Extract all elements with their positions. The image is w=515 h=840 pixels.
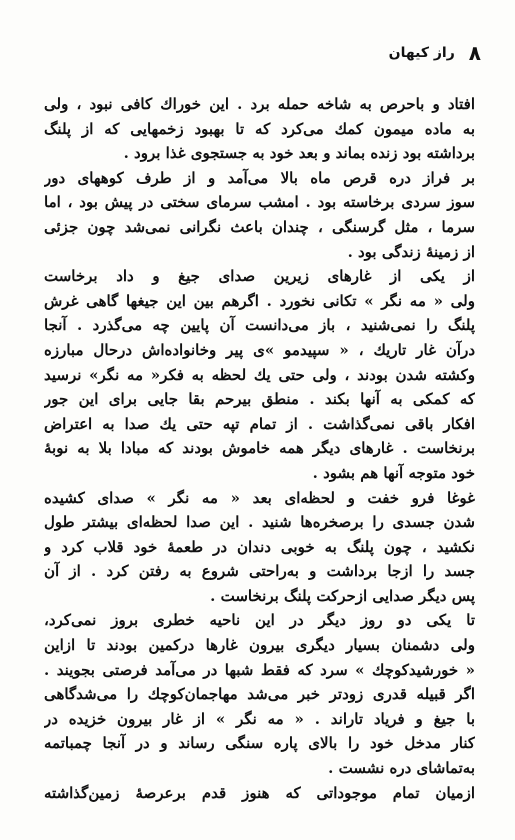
text-line: درآن غار تاریك ، « سپیدمو »ی پیر وخانواده‌اش درحال مبارزه [44, 340, 475, 359]
body-text [44, 92, 475, 805]
text-line: ولی دشمنان بسیار دیگری بیرون غارها درکمین بودند تا ازاین [44, 636, 475, 655]
text-line: پلنگ را نمی‌شنید ، باز می‌دانست آن پایین چه می‌گذرد . آنجا [44, 316, 475, 335]
text-line: خود متوجه آنها هم بشود . [312, 463, 475, 482]
text-line: بر فراز دره قرص ماه بالا می‌آمد و از طرف کوههای دور [44, 168, 475, 187]
text-line: وکشته شدن بودند ، ولی حتی یك لحظه به فکر« مه نگر» نرسید [44, 365, 475, 384]
text-line: به ماده میمون کمك می‌کرد كه تا بهبود زخمهایی كه از پلنگ [44, 119, 475, 138]
text-line: كه كمكی به آنها بکند . منطق بیرحم بقا جایی برای این جور [44, 390, 475, 409]
text-line: غوغا فرو خفت و لحظه‌ای بعد « مه نگر » صدای کشیده [44, 488, 475, 507]
text-line: ازمیان تمام موجوداتی که هنوز قدم برعرصهٔ زمین‌گذاشته [44, 783, 475, 802]
text-line: از یکی از غارهای زیرین صدای جیغ و داد برخاست [44, 267, 475, 286]
text-line: ولی « مه نگر » تکانی نخورد . اگرهم بین این جیغها گاهی غرش [44, 291, 475, 310]
page-number: ٨ [468, 41, 481, 65]
text-line: جسد را ازجا برداشت و به‌راحتی شروع به رفتن کرد . از آن [44, 562, 475, 581]
text-line: افتاد و باحرص به شاخه حمله برد . این خوراك كافی نبود ، ولی [44, 95, 475, 113]
text-line: از زمینهٔ زندگی بود . [347, 242, 475, 261]
text-line: شدن جسدی را برصخره‌ها شنید . این صدا لحظه‌ای بیشتر طول [44, 513, 475, 532]
text-line: کنار مدخل خود را بالای پاره سنگی رساند و در آنجا چمباتمه [44, 734, 475, 753]
text-line: برنخاست . غارهای دیگر همه خاموش بودند که مبادا بلا به نوبهٔ [44, 439, 475, 458]
text-line: با جیغ و فریاد تاراند . « مه نگر » از غار بیرون خزیده در [44, 709, 475, 728]
page-header [60, 40, 481, 66]
text-line: برداشته بود زنده بماند و بعد خود به جستجوی غذا برود . [123, 144, 475, 163]
text-line: افکار باقی نمی‌گذاشت . از تمام تپه حتی یك صدا به اعتراض [44, 414, 475, 433]
running-title: راز کیهان [388, 45, 455, 61]
text-line: تا یکی دو روز دیگر در این ناحیه خطری بروز نمی‌کرد، [44, 611, 475, 630]
text-line: سوز سردی برخاسته بود . امشب سرمای سختی در پیش بود ، اما [44, 193, 475, 212]
text-line: سرما ، مثل گرسنگی ، چندان باعث نگرانی نمی‌شد چون جزئی [44, 217, 475, 236]
text-line: پس دیگر صدایی ازحرکت پلنگ برنخاست . [210, 586, 475, 605]
text-line: نکشید ، چون پلنگ به خوبی دندان در طعمهٔ خود قلاب کرد و [44, 537, 475, 556]
text-line: به‌تماشای دره نشست . [328, 759, 475, 778]
text-line: « خورشیدکوچك » سرد که فقط شبها در می‌آمد فرصتی بجویند . [44, 660, 475, 679]
text-line: اگر قبیله قدری زودتر خبر می‌شد مهاجمان‌کوچك را می‌شدگاهی [44, 685, 475, 704]
